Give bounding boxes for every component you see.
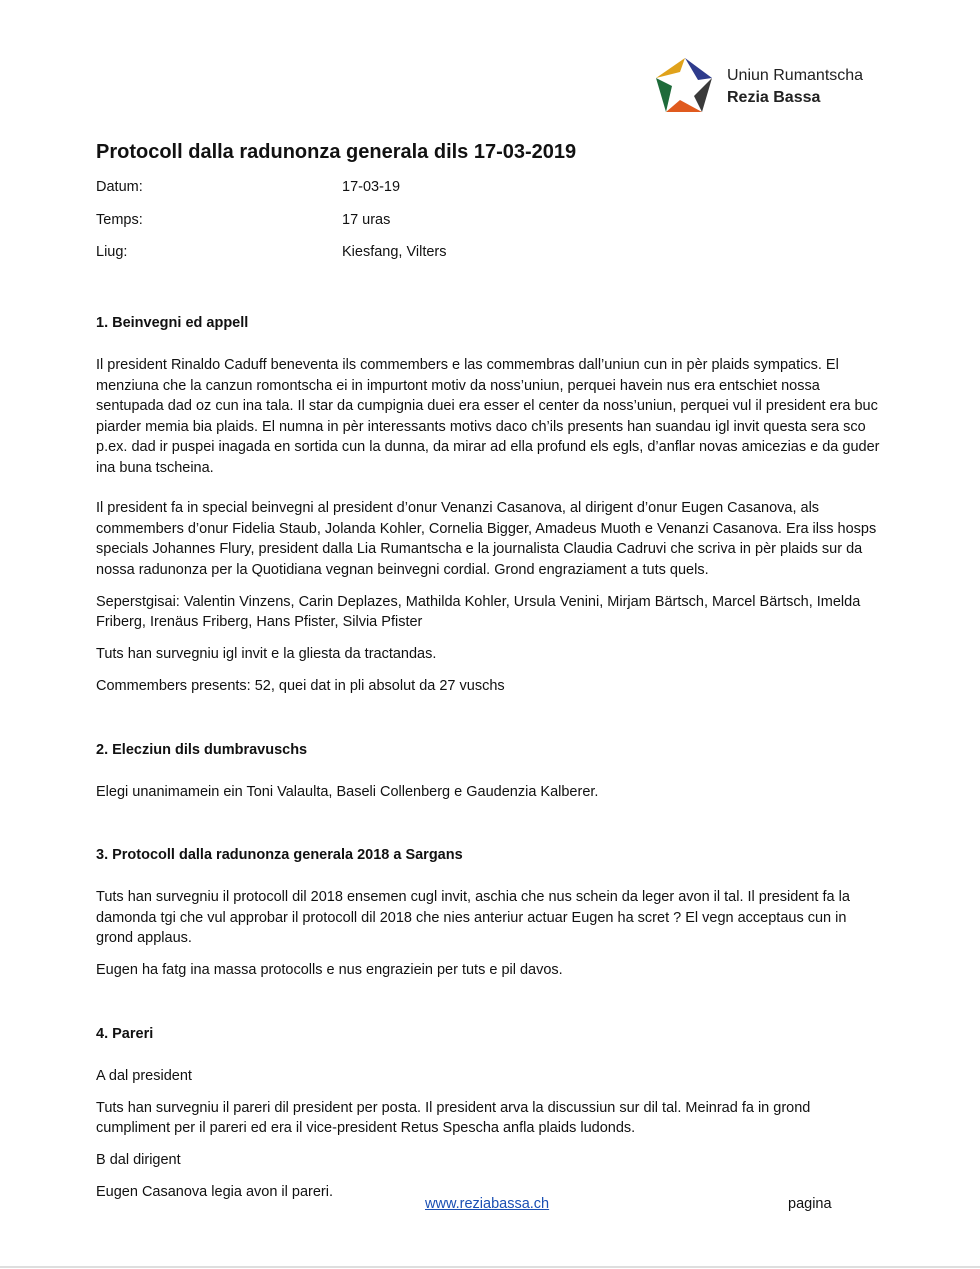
logo-line-2: Rezia Bassa (727, 89, 821, 106)
paragraph: Commembers presents: 52, quei dat in pli absolut da 27 vuschs (96, 678, 505, 694)
document-body (96, 314, 886, 1214)
section-heading: 4. Pareri (96, 1025, 154, 1042)
meta-label: Temps: (96, 211, 143, 228)
paragraph: Tuts han survegniu il pareri dil president per posta. Il president arva la discussiun sur dil tal. Meinrad fa in grond cumpliment per il pareri ed era il vice-president Retus Spescha anfla plaids ludonds. (96, 1099, 811, 1136)
section-heading: 2. Elecziun dils dumbravuschs (96, 741, 308, 758)
meta-label: Datum: (96, 179, 143, 195)
website-link[interactable]: www.reziabassa.ch (425, 1196, 550, 1212)
paragraph: Tuts han survegniu igl invit e la gliesta da tractandas. (96, 646, 437, 662)
section-heading: 3. Protocoll dalla radunonza generala 2018 a Sargans (96, 847, 463, 863)
paragraph: B dal dirigent (96, 1152, 181, 1168)
meta-value: 17-03-19 (342, 179, 401, 195)
meta-value: 17 uras (342, 211, 391, 228)
logo-line-1: Uniun Rumantscha (727, 67, 864, 84)
page-bottom-divider (0, 1266, 980, 1268)
meta-value: Kiesfang, Vilters (342, 244, 447, 260)
section-heading: 1. Beinvegni ed appell (96, 315, 249, 331)
paragraph: Eugen Casanova legia avon il pareri. (96, 1184, 333, 1200)
document-title: Protocoll dalla radunonza generala dils 17-03-2019 (96, 141, 577, 163)
paragraph: Il president Rinaldo Caduff beneventa ils commembers e las commembras dall’uniun cun in pèr plaids sympatics. El menziuna che la canzun romontscha ei in impurtont motiv da noss’uniun, perquei havein nus era entschiet nossa sentupada dad oz cun ina tala. Il star da cumpignia duei era esser el center da noss’uniun, perquei vul il president era buc piarder memia bia plaids. El numna in pèr interessants motivs daco ch’ils presents han suandau igl invit questa sera sco p.ex. dad ir puspei inagada en sortida cun la dunna, da mirar ad ella profund els egls, d’anflar novas amicezias e da guder ina buna tscheina. (96, 357, 880, 476)
section-welcome (96, 314, 886, 697)
paragraph: Seperstgisai: Valentin Vinzens, Carin Deplazes, Mathilda Kohler, Ursula Venini, Mirjam Bärtsch, Marcel Bärtsch, Imelda Friberg, Irenäus Friberg, Hans Pfister, Silvia Pfister (96, 593, 861, 630)
section-protocol (96, 846, 886, 981)
page-label: pagina (788, 1196, 832, 1212)
section-election (96, 741, 886, 803)
paragraph: Tuts han survegniu il protocoll dil 2018 ensemen cugl invit, aschia che nus schein da leger avon il tal. Il president fa la damonda tgi che vul approbar il protocoll dil 2018 che nies anteriur actuar Eugen ha scret ? El vegn acceptaus cun in grond applaus. (96, 889, 850, 946)
organization-logo (654, 56, 894, 116)
meta-label: Liug: (96, 244, 128, 260)
paragraph: Eugen ha fatg ina massa protocolls e nus engraziein per tuts e pil davos. (96, 962, 563, 978)
pinwheel-logo-icon (654, 56, 716, 116)
section-reports (96, 1025, 886, 1203)
paragraph: Il president fa in special beinvegni al president d’onur Venanzi Casanova, al dirigent d’onur Eugen Casanova, als commembers d’onur Fidelia Staub, Jolanda Kohler, Cornelia Bigger, Amadeus Muoth e Venanzi Casanova. Era ilss hosps specials Johannes Flury, president dalla Lia Rumantscha e la journalista Claudia Cadruvi che scriva in pèr plaids sur da nossa radunonza per la Quotidiana vegnan beinvegni cordial. Grond engraziament a tuts quels. (96, 500, 877, 578)
paragraph: Elegi unanimamein ein Toni Valaulta, Baseli Collenberg e Gaudenzia Kalberer. (96, 783, 599, 800)
paragraph: A dal president (96, 1067, 192, 1084)
